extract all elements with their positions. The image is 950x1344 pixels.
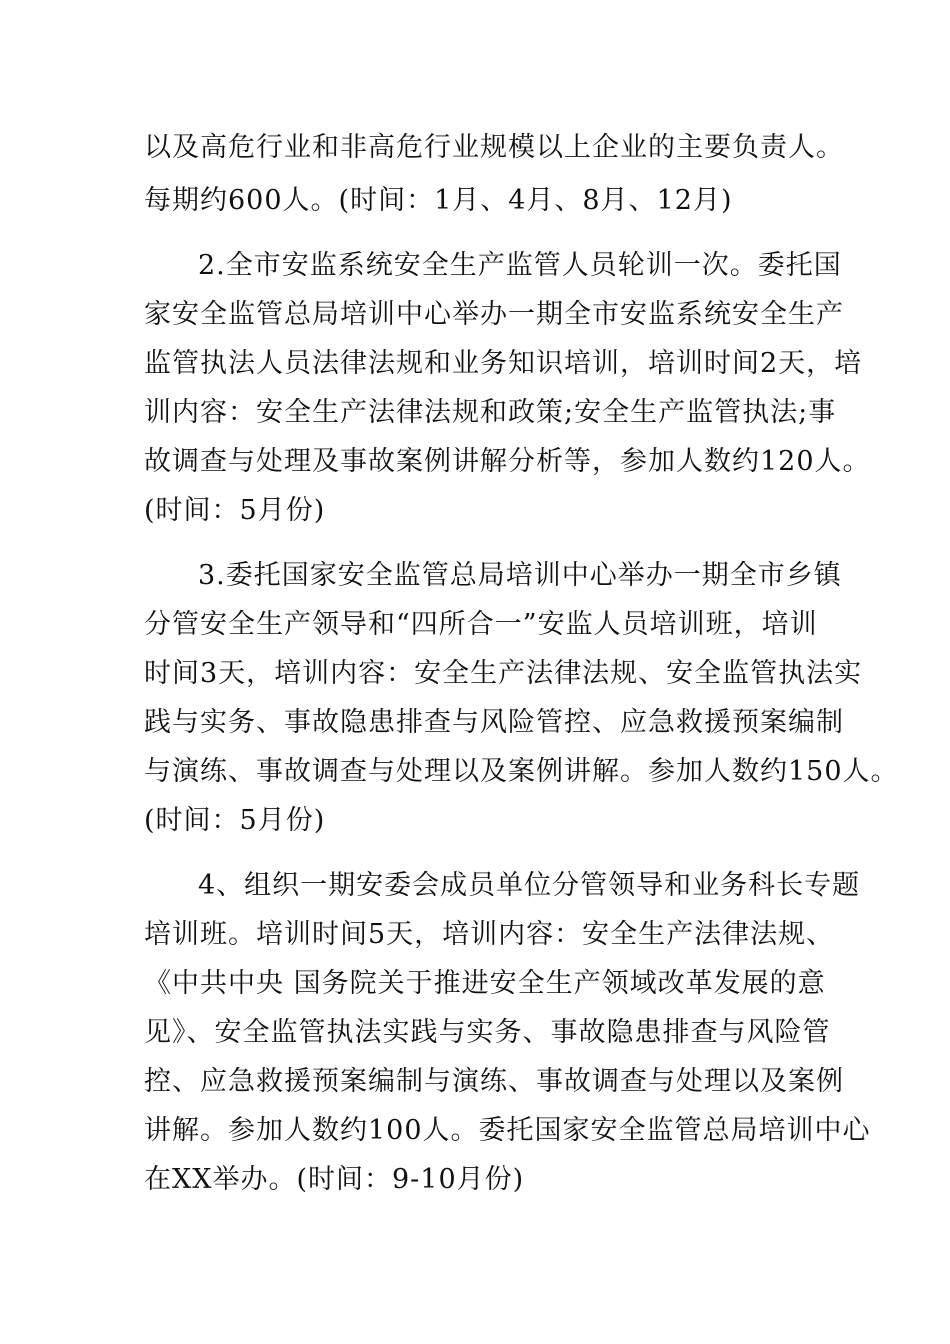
text-line: (时间：5月份): [144, 495, 326, 526]
text-line: (时间：5月份): [144, 805, 326, 836]
text-line: 与演练、事故调查与处理以及案例讲解。参加人数约150人。: [144, 756, 899, 787]
text-line: 《中共中央 国务院关于推进安全生产领域改革发展的意: [144, 968, 826, 999]
text-line: 在XX举办。(时间：9-10月份): [144, 1164, 525, 1195]
text-line: 故调查与处理及事故案例讲解分析等，参加人数约120人。: [144, 446, 871, 477]
text-line: 讲解。参加人数约100人。委托国家安全监管总局培训中心: [144, 1115, 871, 1146]
paragraph-3-first-line: 3.委托国家安全监管总局培训中心举办一期全市乡镇: [198, 560, 842, 591]
text-line: 训内容：安全生产法律法规和政策;安全生产监管执法;事: [144, 397, 837, 428]
text-line: 见》、安全监管执法实践与实务、事故隐患排查与风险管: [144, 1017, 831, 1048]
text-line: 以及高危行业和非高危行业规模以上企业的主要负责人。: [144, 132, 844, 163]
text-line: 每期约600人。(时间：1月、4月、8月、12月): [144, 185, 733, 216]
text-line: 控、应急救援预案编制与演练、事故调查与处理以及案例: [144, 1066, 844, 1097]
paragraph-2-first-line: 2.全市安监系统安全生产监管人员轮训一次。委托国: [198, 250, 842, 281]
text-line: 监管执法人员法律法规和业务知识培训，培训时间2天，培: [144, 348, 863, 379]
text-line: 培训班。培训时间5天，培训内容：安全生产法律法规、: [144, 919, 835, 950]
paragraph-4-first-line: 4、组织一期安委会成员单位分管领导和业务科长专题: [198, 870, 861, 901]
text-line: 家安全监管总局培训中心举办一期全市安监系统安全生产: [144, 299, 844, 330]
text-line: 分管安全生产领导和“四所合一”安监人员培训班，培训: [144, 609, 818, 640]
text-line: 践与实务、事故隐患排查与风险管控、应急救援预案编制: [144, 707, 844, 738]
text-line: 时间3天，培训内容：安全生产法律法规、安全监管执法实: [144, 658, 863, 689]
